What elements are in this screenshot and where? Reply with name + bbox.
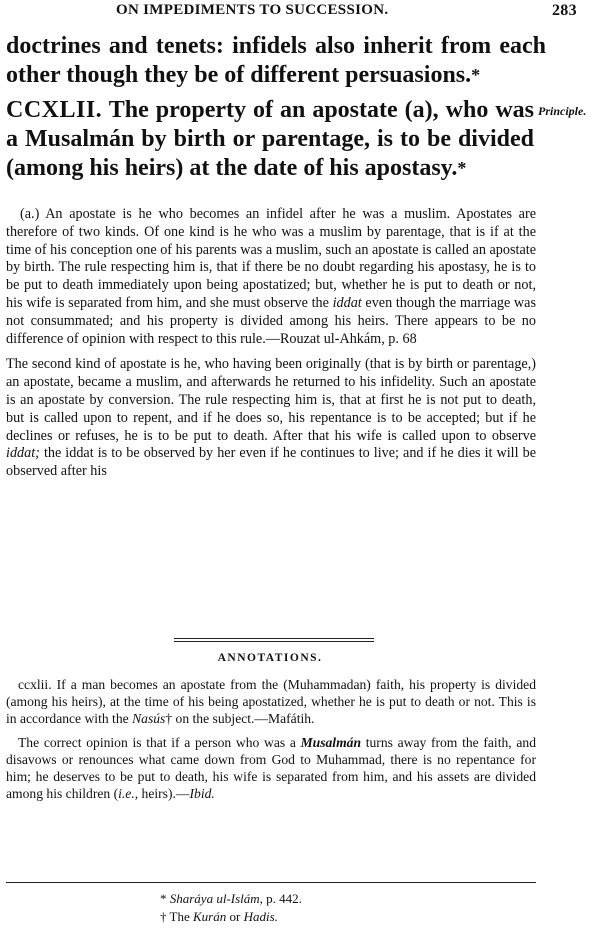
note-paragraph — [6, 206, 536, 348]
footnote-1 — [160, 890, 540, 908]
term-ie: i.e., — [118, 786, 139, 802]
note-text: the iddat is to be observed by her even if he continues to live; and if he dies it will be observed after his — [6, 445, 536, 480]
annotation-text: on the subject.—Mafátih. — [175, 711, 315, 727]
term-musalman: Musalmán — [300, 734, 362, 750]
annotations-heading: ANNOTATIONS. — [217, 652, 323, 664]
footnote-mark: † — [165, 711, 173, 727]
note-text: even though the marriage was not consummated; and his property is divided among his heirs. There appears to be no difference of opinion with respect to this rule.—Rouzat ul-Ahkám, p. 68 — [6, 294, 537, 347]
footnote-mark: † — [160, 909, 167, 924]
running-title: ON IMPEDIMENTS TO SUCCESSION. — [116, 2, 389, 18]
note-paragraph — [6, 356, 536, 481]
footnote-mark: * — [471, 65, 481, 85]
annotation-text: ccxlii. If a man becomes an apostate from the (Muhammadan) faith, his property is divided (among his heirs), at the time of his being apostatized, whether he is put to death or not. This is in accordance with the — [6, 677, 536, 727]
note-marker: (a.) — [20, 206, 40, 222]
note-text: An apostate is he who becomes an infidel after he was a muslim. Apostates are therefore of two kinds. Of one kind is he who was a muslim by parentage, that is if at the time of his conception one of his parents was a muslim, such an apostate is called an apostate by birth. The rule respecting him is, that if there be no doubt regarding his apostasy, he is to be put to death immediately upon being apostatized; but, whether he is put to death or not, his wife is separated from him, and she must observe the — [6, 206, 537, 311]
annotation-text: heirs).— — [141, 786, 190, 802]
intro-text: doctrines and tenets: infidels also inherit from each other though they be of different persuasions. — [6, 33, 546, 88]
footnote-mark: * — [457, 158, 467, 178]
rule-text: The property of an apostate (a), who was a Musalmán by birth or parentage, is to be divided (among his heirs) at the date of his apostasy. — [6, 97, 534, 181]
footnote-divider — [6, 882, 536, 883]
margin-note: Principle. — [538, 104, 587, 118]
principle-rule — [6, 96, 534, 183]
section-divider — [174, 641, 374, 642]
rule-number: CCXLII. — [6, 97, 103, 123]
footnote-title: Kurán — [192, 909, 227, 924]
footnote-page: p. 442. — [266, 891, 302, 906]
footnote-2 — [160, 908, 540, 926]
footnote-title: Hadis. — [243, 909, 278, 924]
annotation-text: The correct opinion is that if a person who was a — [18, 734, 296, 750]
page-header — [0, 2, 600, 24]
intro-paragraph — [6, 32, 546, 90]
annotation-paragraph — [6, 676, 536, 728]
footnote-text: The — [169, 909, 190, 924]
term-ibid: Ibid. — [189, 786, 215, 802]
term-nasus: Nasús — [132, 711, 166, 727]
term-iddat: iddat — [332, 294, 362, 311]
annotation-text: turns away from the faith, and disavows or renounces what came down from God to Muhammad, there is no repentance for him; he deserves to be put to death, his wife is separated from him, and his assets are divided among his children ( — [6, 734, 536, 802]
page-number: 283 — [552, 2, 577, 19]
note-text: The second kind of apostate is he, who having been originally (that is by birth or parentage,) an apostate, became a muslim, and afterwards he returned to his infidelity. Such an apostate is an apostate by conversion. The rule respecting him is, that at first he is not put to death, but is called upon to repent, and if he does so, his repentance is to be accepted; but if he declines or refuses, he is to be put to death. After that his wife is called upon to observe — [6, 356, 536, 444]
annotation-paragraph — [6, 734, 536, 803]
annotations-section — [6, 676, 536, 802]
section-divider — [174, 638, 374, 639]
footnotes — [160, 890, 540, 926]
footnote-text: or — [229, 909, 241, 924]
commentary-notes — [6, 206, 536, 481]
footnote-mark: * — [160, 891, 167, 906]
term-iddat: iddat; — [6, 445, 40, 462]
footnote-title: Sharáya ul-Islám, — [169, 891, 263, 906]
